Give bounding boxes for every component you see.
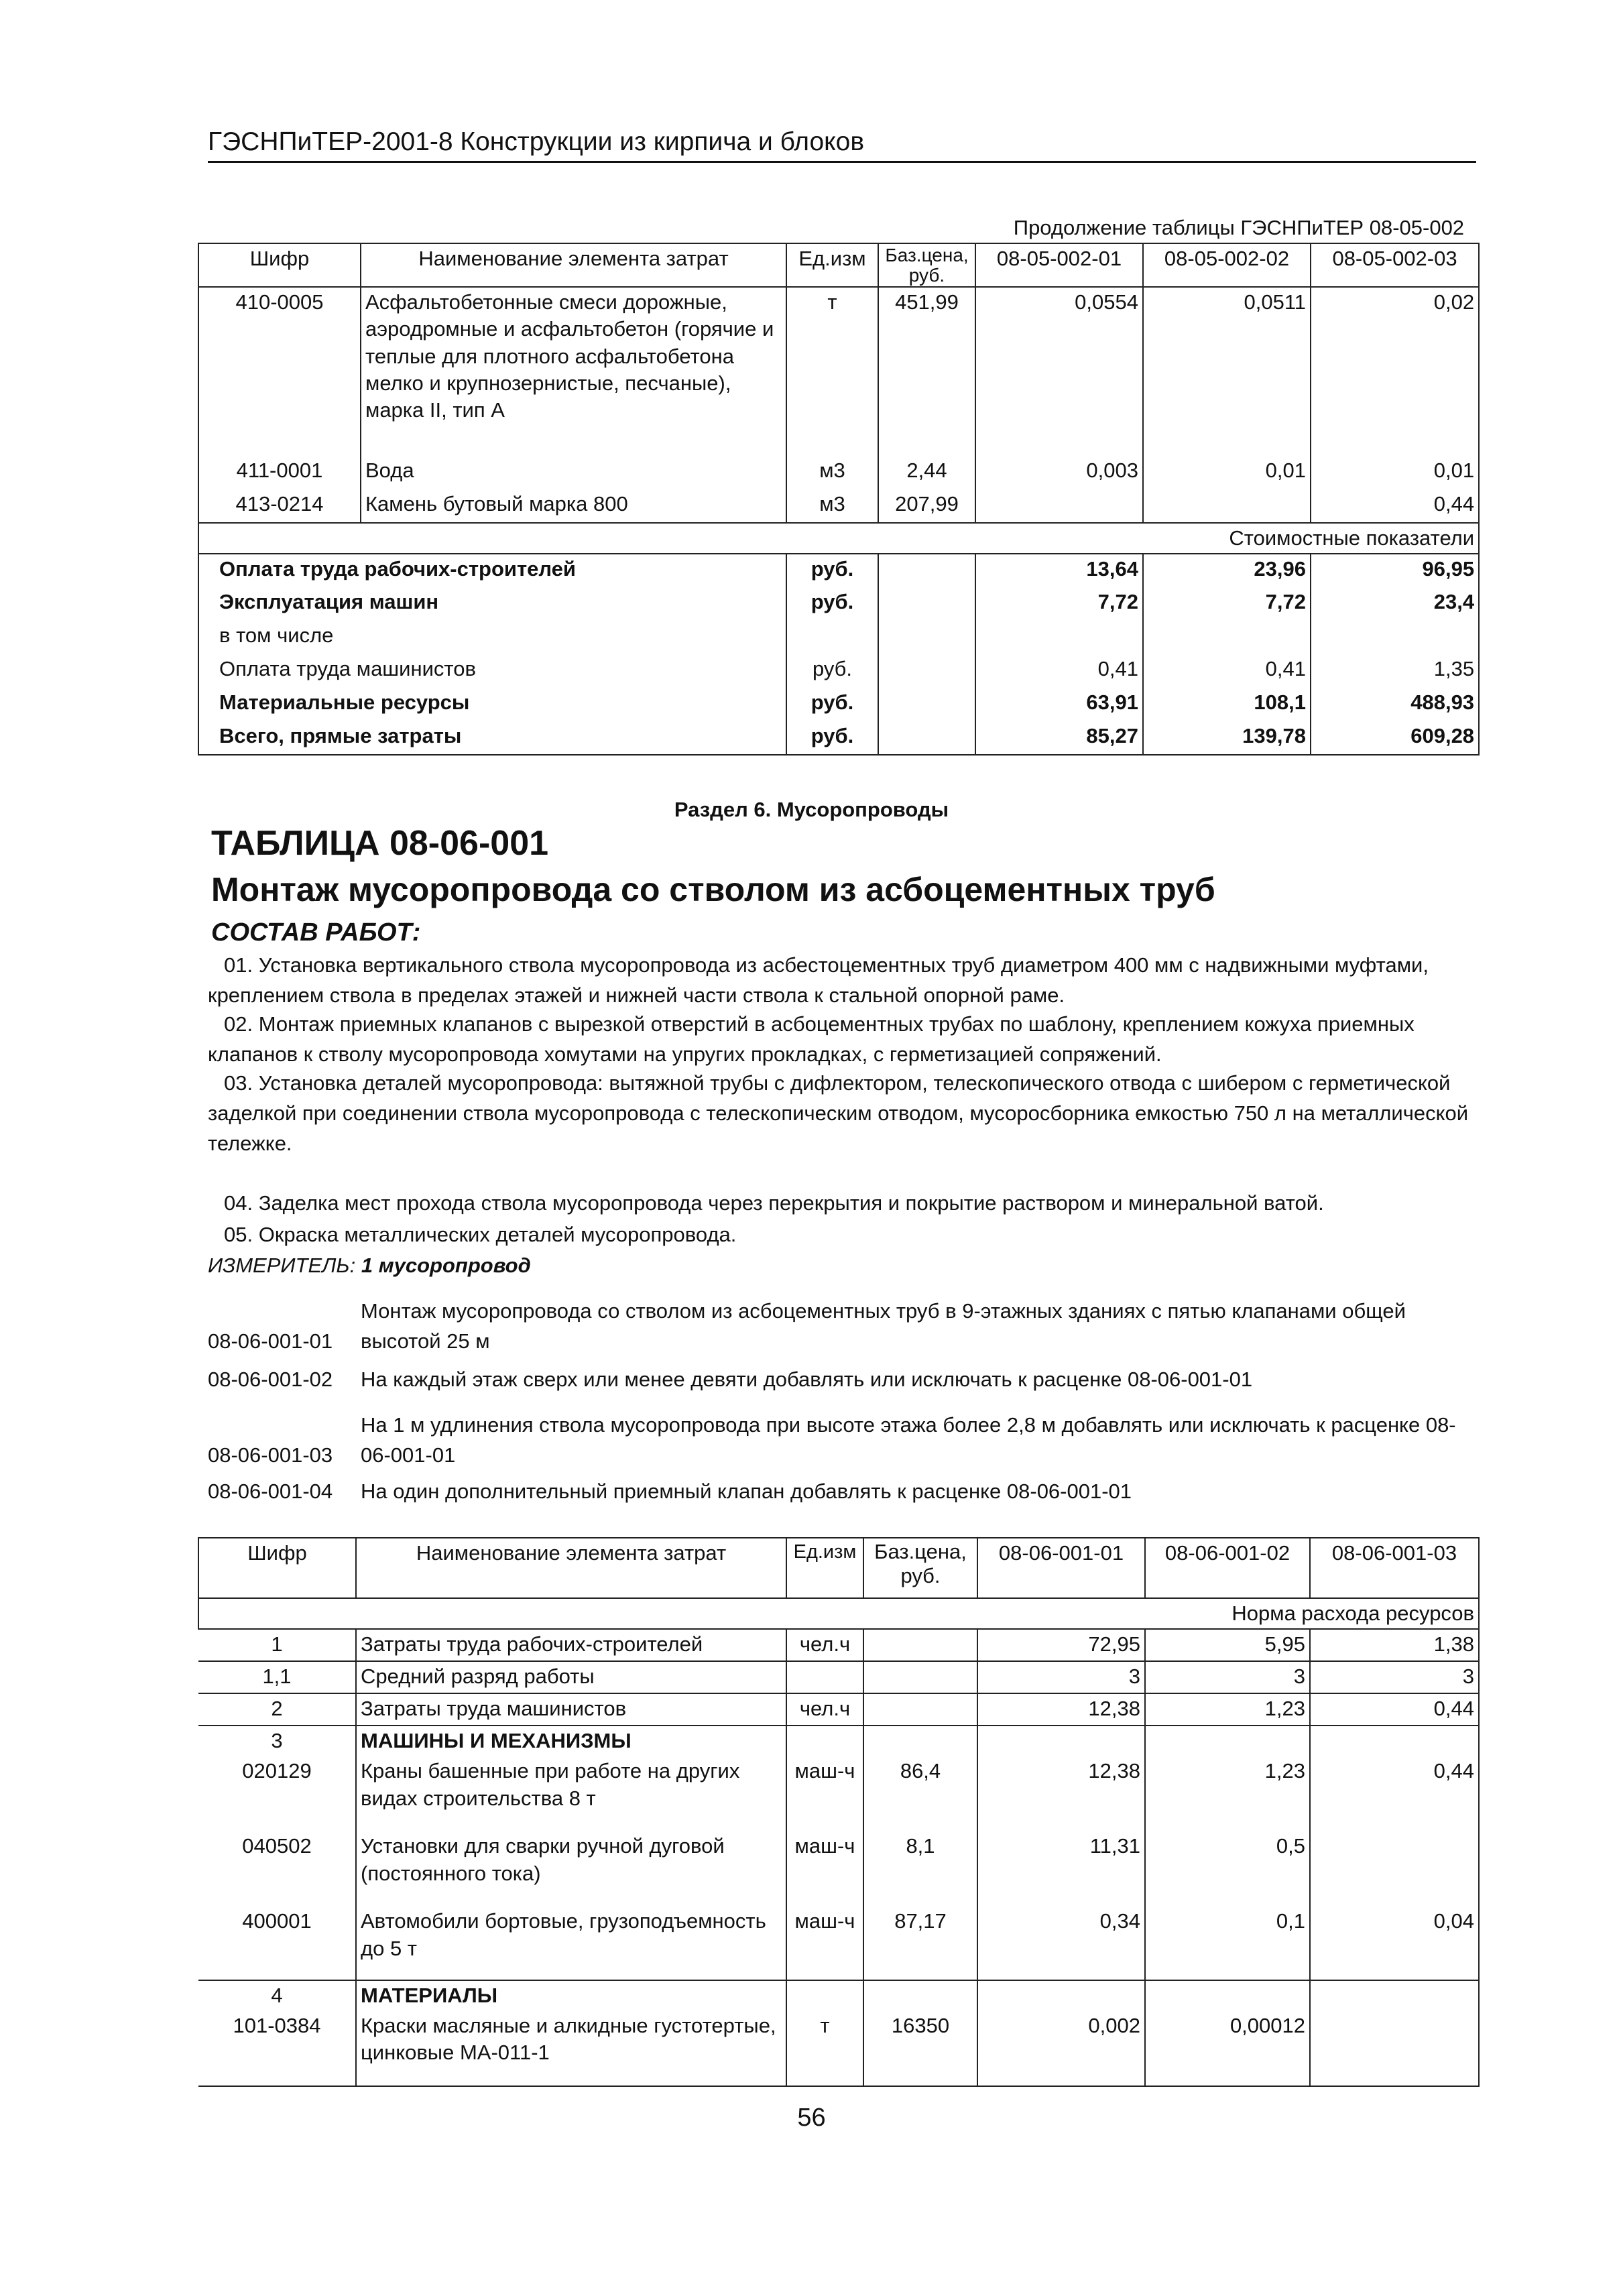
cell-value-3: 0,04 xyxy=(1310,1907,1479,1980)
cell-value-2: 0,5 xyxy=(1145,1831,1310,1907)
cell-price: 16350 xyxy=(863,2011,977,2086)
col-header-rate-1: 08-06-001-01 xyxy=(977,1538,1145,1598)
cell-price xyxy=(863,1693,977,1726)
cell-price: 451,99 xyxy=(878,287,975,456)
table-row xyxy=(198,688,1479,721)
resource-table-08-05-002 xyxy=(198,213,1480,756)
cell-price xyxy=(878,587,975,621)
cell-code: 020129 xyxy=(242,1759,312,1783)
cell-unit: т xyxy=(786,2011,863,2086)
cell-value-1: 0,002 xyxy=(977,2011,1145,2086)
cell-unit xyxy=(786,1726,863,1756)
table-row xyxy=(198,554,1479,587)
cell-unit: чел.ч xyxy=(786,1693,863,1726)
rate-description: Монтаж мусоропровода со стволом из асбоцементных труб в 9-этажных зданиях с пятью клапанами общей высотой 25 м xyxy=(361,1299,1406,1353)
table-id-title: ТАБЛИЦА 08-06-001 xyxy=(211,824,549,863)
table-row xyxy=(198,721,1479,755)
col-header-name: Наименование элемента затрат xyxy=(361,243,786,287)
col-header-price: Баз.цена, руб. xyxy=(863,1538,977,1598)
cell-code: 413-0214 xyxy=(198,489,361,523)
rate-description: На 1 м удлинения ствола мусоропровода при высоте этажа более 2,8 м добавлять или исключать к расценке 08-06-001-01 xyxy=(361,1413,1456,1467)
table-row xyxy=(198,456,1479,489)
cell-code: 2 xyxy=(198,1693,356,1726)
meter-line xyxy=(208,1254,531,1278)
cell-value-2 xyxy=(1143,621,1311,654)
cell-value-3: 0,44 xyxy=(1311,489,1479,523)
table-row xyxy=(198,2011,1479,2086)
cell-name: Всего, прямые затраты xyxy=(198,721,786,755)
cell-value-1: 85,27 xyxy=(975,721,1143,755)
cell-unit: маш-ч xyxy=(786,1831,863,1907)
cell-code: 410-0005 xyxy=(198,287,361,456)
cell-code: 400001 xyxy=(198,1907,356,1980)
table-row xyxy=(198,1756,1479,1831)
cell-value-3: 0,02 xyxy=(1311,287,1479,456)
table-continuation-caption: Продолжение таблицы ГЭСНПиТЕР 08-05-002 xyxy=(1013,216,1465,239)
cell-value-3: 23,4 xyxy=(1311,587,1479,621)
cell-price xyxy=(878,554,975,587)
cell-value-1: 13,64 xyxy=(975,554,1143,587)
cell-name: Асфальтобетонные смеси дорожные, аэродромные и асфальтобетон (горячие и теплые для плотного асфальтобетона мелко и крупнозернистые, песчаные), марка II, тип А xyxy=(361,287,786,456)
cell-name: Автомобили бортовые, грузоподъемность до 5 т xyxy=(356,1907,786,1980)
work-item xyxy=(208,1220,1475,1250)
table-row xyxy=(198,1726,1479,1756)
resource-table-08-06-001 xyxy=(198,1537,1480,2087)
col-header-unit: Ед.изм xyxy=(786,1538,863,1598)
table-row xyxy=(198,1980,1479,2010)
rate-code-row xyxy=(208,1408,1482,1471)
rate-code: 08-06-001-02 xyxy=(208,1368,333,1392)
cell-price: 207,99 xyxy=(878,489,975,523)
cell-value-1 xyxy=(975,489,1143,523)
meter-label: ИЗМЕРИТЕЛЬ: xyxy=(208,1254,356,1277)
cell-value-3: 609,28 xyxy=(1311,721,1479,755)
cell-price xyxy=(878,654,975,688)
cell-value-1: 0,003 xyxy=(975,456,1143,489)
table-row xyxy=(198,489,1479,523)
section-heading: Раздел 6. Мусоропроводы xyxy=(674,798,949,821)
cell-value-1: 0,41 xyxy=(975,654,1143,688)
rate-code: 08-06-001-03 xyxy=(208,1443,333,1467)
rate-code-row xyxy=(208,1476,1482,1507)
work-item-number: 01. xyxy=(224,953,253,977)
cell-value-1: 63,91 xyxy=(975,688,1143,721)
work-item-text: Заделка мест прохода ствола мусоропровода через перекрытия и покрытие раствором и минеральной ватой. xyxy=(258,1191,1324,1215)
table-main-title: Монтаж мусоропровода со стволом из асбоцементных труб xyxy=(211,871,1215,908)
cell-value-2: 1,23 xyxy=(1145,1756,1310,1831)
table-row xyxy=(198,1661,1479,1693)
cell-value-1 xyxy=(975,621,1143,654)
cell-price: 86,4 xyxy=(863,1756,977,1831)
cell-name: в том числе xyxy=(198,621,786,654)
cell-value-2: 0,0511 xyxy=(1143,287,1311,456)
work-item xyxy=(208,1010,1475,1070)
cell-unit: чел.ч xyxy=(786,1629,863,1661)
page-header-title: ГЭСНПиТЕР-2001-8 Конструкции из кирпича и блоков xyxy=(208,127,865,156)
rate-code-row xyxy=(208,1294,1482,1357)
rate-code-row xyxy=(208,1364,1482,1395)
work-item-text: Установка вертикального ствола мусоропровода из асбестоцементных труб диаметром 400 мм с надвижными муфтами, креплением ствола в пределах этажей и нижней части ствола к стальной опорной раме. xyxy=(208,953,1429,1007)
cell-price xyxy=(863,1629,977,1661)
rate-code: 08-06-001-01 xyxy=(208,1329,333,1353)
cell-value-2: 5,95 xyxy=(1145,1629,1310,1661)
cell-name: Затраты труда машинистов xyxy=(356,1693,786,1726)
cell-value-2: 139,78 xyxy=(1143,721,1311,755)
col-header-rate-2: 08-05-002-02 xyxy=(1143,243,1311,287)
cell-code: 1,1 xyxy=(198,1661,356,1693)
cell-name: Краски масляные и алкидные густотертые, цинковые МА-011-1 xyxy=(356,2011,786,2086)
rate-description: На один дополнительный приемный клапан добавлять к расценке 08-06-001-01 xyxy=(361,1479,1132,1504)
cell-code: 3 xyxy=(271,1729,283,1753)
cell-value-3 xyxy=(1310,1980,1479,2010)
cell-unit: руб. xyxy=(786,688,878,721)
cell-value-2 xyxy=(1143,489,1311,523)
cell-unit: руб. xyxy=(786,554,878,587)
cell-value-2: 0,00012 xyxy=(1145,2011,1310,2086)
col-header-rate-3: 08-05-002-03 xyxy=(1311,243,1479,287)
cell-value-3 xyxy=(1310,1726,1479,1756)
cell-value-2: 0,01 xyxy=(1143,456,1311,489)
cell-unit xyxy=(786,621,878,654)
table-row xyxy=(198,1907,1479,1980)
cell-name: МАТЕРИАЛЫ xyxy=(356,1980,786,2010)
cell-value-1: 12,38 xyxy=(977,1756,1145,1831)
cell-unit: руб. xyxy=(786,654,878,688)
cell-value-3: 0,01 xyxy=(1311,456,1479,489)
rate-code: 08-06-001-04 xyxy=(208,1479,333,1504)
cell-value-1: 3 xyxy=(977,1661,1145,1693)
cell-value-1 xyxy=(977,1726,1145,1756)
cell-price xyxy=(863,1980,977,2010)
cell-value-2: 23,96 xyxy=(1143,554,1311,587)
cell-price xyxy=(878,688,975,721)
table-row xyxy=(198,287,1479,456)
cell-value-3: 3 xyxy=(1310,1661,1479,1693)
cell-name: Установки для сварки ручной дуговой (постоянного тока) xyxy=(356,1831,786,1907)
table-row xyxy=(198,587,1479,621)
cell-unit xyxy=(786,1980,863,2010)
cell-name: МАШИНЫ И МЕХАНИЗМЫ xyxy=(356,1726,786,1756)
cell-value-2: 7,72 xyxy=(1143,587,1311,621)
col-header-name: Наименование элемента затрат xyxy=(356,1538,786,1598)
cell-value-3: 0,44 xyxy=(1310,1693,1479,1726)
col-header-price: Баз.цена, руб. xyxy=(878,243,975,287)
cell-value-1: 0,34 xyxy=(977,1907,1145,1980)
cell-value-2: 0,41 xyxy=(1143,654,1311,688)
work-item-number: 05. xyxy=(224,1223,253,1246)
cell-value-2 xyxy=(1145,1726,1310,1756)
cell-value-2: 0,1 xyxy=(1145,1907,1310,1980)
table-row xyxy=(198,621,1479,654)
cell-value-1: 72,95 xyxy=(977,1629,1145,1661)
cell-name: Камень бутовый марка 800 xyxy=(361,489,786,523)
cell-value-3 xyxy=(1311,621,1479,654)
cost-indicators-caption: Стоимостные показатели xyxy=(198,523,1479,554)
col-header-rate-3: 08-06-001-03 xyxy=(1310,1538,1479,1598)
cell-unit: руб. xyxy=(786,721,878,755)
cell-code: 4 xyxy=(271,1984,283,2008)
cell-value-2: 108,1 xyxy=(1143,688,1311,721)
cell-value-2 xyxy=(1145,1980,1310,2010)
work-item-text: Окраска металлических деталей мусоропровода. xyxy=(258,1223,737,1246)
cell-value-2: 1,23 xyxy=(1145,1693,1310,1726)
cell-unit: маш-ч xyxy=(786,1756,863,1831)
cell-name: Оплата труда рабочих-строителей xyxy=(198,554,786,587)
cell-price xyxy=(878,621,975,654)
cell-unit: м3 xyxy=(786,456,878,489)
work-item-text: Монтаж приемных клапанов с вырезкой отверстий в асбоцементных трубах по шаблону, креплением кожуха приемных клапанов к стволу мусоропровода хомутами на упругих прокладках, с герметизацией сопряжений. xyxy=(208,1012,1415,1066)
work-composition-label: СОСТАВ РАБОТ: xyxy=(211,918,421,947)
cell-value-1: 11,31 xyxy=(977,1831,1145,1907)
cell-value-3 xyxy=(1310,2011,1479,2086)
work-item-number: 03. xyxy=(224,1071,253,1095)
cell-name: Вода xyxy=(361,456,786,489)
col-header-unit: Ед.изм xyxy=(786,243,878,287)
work-item-number: 04. xyxy=(224,1191,253,1215)
page-number: 56 xyxy=(797,2104,826,2132)
cell-name: Средний разряд работы xyxy=(356,1661,786,1693)
cell-value-2: 3 xyxy=(1145,1661,1310,1693)
cell-unit xyxy=(786,1661,863,1693)
cell-value-3: 96,95 xyxy=(1311,554,1479,587)
table-row xyxy=(198,1831,1479,1907)
table-row xyxy=(198,654,1479,688)
cell-price: 87,17 xyxy=(863,1907,977,1980)
norm-caption: Норма расхода ресурсов xyxy=(198,1598,1479,1629)
work-item xyxy=(208,1069,1475,1159)
cell-value-1: 12,38 xyxy=(977,1693,1145,1726)
cell-value-3: 488,93 xyxy=(1311,688,1479,721)
col-header-code: Шифр xyxy=(198,243,361,287)
cell-value-3: 1,38 xyxy=(1310,1629,1479,1661)
cell-value-3: 0,44 xyxy=(1310,1756,1479,1831)
cell-code: 1 xyxy=(198,1629,356,1661)
cell-name: Материальные ресурсы xyxy=(198,688,786,721)
col-header-code: Шифр xyxy=(198,1538,356,1598)
cell-code: 411-0001 xyxy=(198,456,361,489)
cell-price: 2,44 xyxy=(878,456,975,489)
work-item xyxy=(208,951,1475,1011)
header-divider xyxy=(208,161,1476,163)
rate-description: На каждый этаж сверх или менее девяти добавлять или исключать к расценке 08-06-001-01 xyxy=(361,1368,1253,1392)
cell-price xyxy=(863,1661,977,1693)
cell-name: Оплата труда машинистов xyxy=(198,654,786,688)
cell-code: 101-0384 xyxy=(198,2011,356,2086)
col-header-rate-1: 08-05-002-01 xyxy=(975,243,1143,287)
work-item-text: Установка деталей мусоропровода: вытяжной трубы с дифлектором, телескопического отвода с шибером с герметической заделкой при соединении ствола мусоропровода с телескопическим отводом, мусоросборника емкостью 750 л на металлической тележке. xyxy=(208,1071,1469,1155)
cell-value-3 xyxy=(1310,1831,1479,1907)
cell-name: Краны башенные при работе на других видах строительства 8 т xyxy=(356,1756,786,1831)
table-row xyxy=(198,1693,1479,1726)
cell-value-1 xyxy=(977,1980,1145,2010)
cell-value-1: 7,72 xyxy=(975,587,1143,621)
cell-unit: т xyxy=(786,287,878,456)
cell-code: 040502 xyxy=(242,1834,312,1858)
meter-value: 1 мусоропровод xyxy=(361,1254,531,1277)
cell-name: Затраты труда рабочих-строителей xyxy=(356,1629,786,1661)
cell-price xyxy=(878,721,975,755)
cell-unit: маш-ч xyxy=(786,1907,863,1980)
cell-value-3: 1,35 xyxy=(1311,654,1479,688)
col-header-rate-2: 08-06-001-02 xyxy=(1145,1538,1310,1598)
cell-value-1: 0,0554 xyxy=(975,287,1143,456)
cell-name: Эксплуатация машин xyxy=(198,587,786,621)
work-item-number: 02. xyxy=(224,1012,253,1036)
cell-price: 8,1 xyxy=(863,1831,977,1907)
cell-unit: руб. xyxy=(786,587,878,621)
cell-unit: м3 xyxy=(786,489,878,523)
work-item xyxy=(208,1189,1475,1219)
cell-price xyxy=(863,1726,977,1756)
table-row xyxy=(198,1629,1479,1661)
